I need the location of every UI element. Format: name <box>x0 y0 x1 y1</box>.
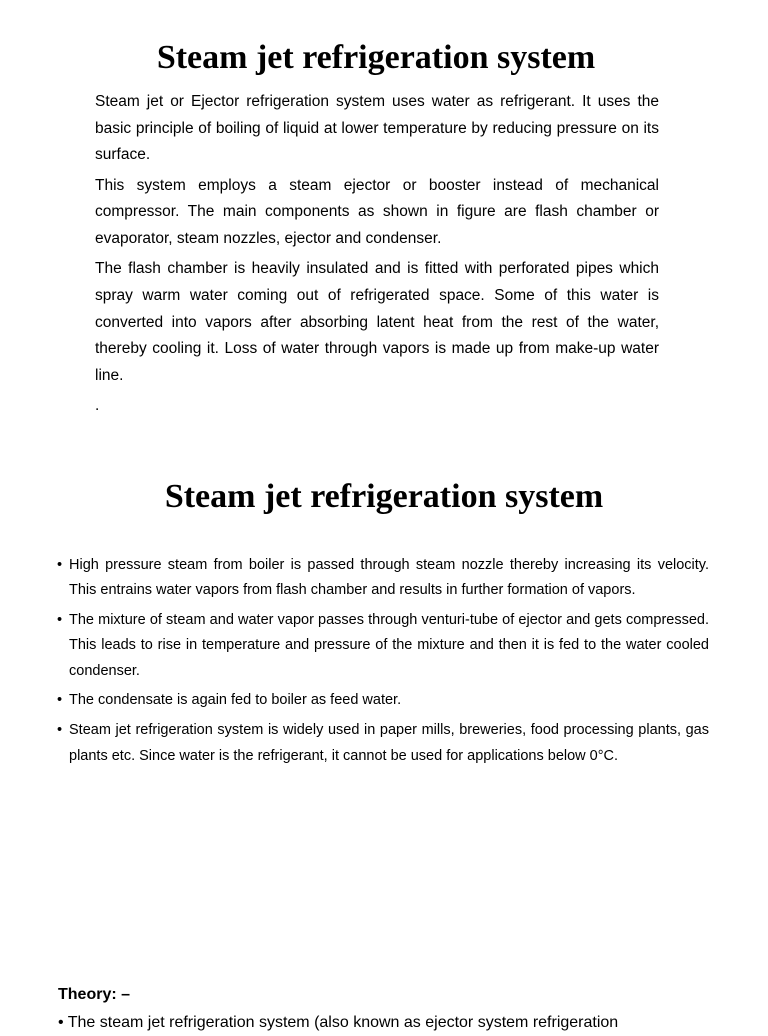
intro-section <box>95 89 659 423</box>
bullet-icon: • <box>57 722 63 739</box>
list-item <box>57 718 709 769</box>
list-item <box>57 608 709 684</box>
list-item-text: The mixture of steam and water vapor passes through venturi-tube of ejector and gets compressed. This leads to rise in temperature and pressure of the mixture and then it is fed to the water cooled condenser. <box>69 612 709 679</box>
paragraph: Steam jet or Ejector refrigeration system uses water as refrigerant. It uses the basic principle of boiling of liquid at lower temperature by reducing pressure on its surface. <box>95 93 659 164</box>
section-title: Steam jet refrigeration system <box>164 478 604 515</box>
bullet-icon: • <box>57 692 63 709</box>
paragraph: The flash chamber is heavily insulated and is fitted with perforated pipes which spray warm water coming out of refrigerated space. Some of this water is converted into vapors after absorbing latent heat from the rest of the water, thereby cooling it. Loss of water through vapors is made up from make-up water line. <box>95 260 659 385</box>
list-item <box>57 553 709 604</box>
paragraph: This system employs a steam ejector or booster instead of mechanical compressor. The main components as shown in figure are flash chamber or evaporator, steam nozzles, ejector and condenser. <box>95 176 659 248</box>
page-title: Steam jet refrigeration system <box>156 39 596 76</box>
list-item-text: The condensate is again fed to boiler as feed water. <box>69 692 402 709</box>
theory-text: • The steam jet refrigeration system (also known as ejector system refrigeration <box>58 1014 619 1031</box>
list-item-text: High pressure steam from boiler is passed through steam nozzle thereby increasing its velocity. This entrains water vapors from flash chamber and results in further formation of vapors. <box>69 557 709 599</box>
paragraph: . <box>95 397 100 415</box>
theory-heading: Theory: – <box>58 986 131 1003</box>
list-item-text: Steam jet refrigeration system is widely used in paper mills, breweries, food processing plants, gas plants etc. Since water is the refrigerant, it cannot be used for applications below 0°C. <box>69 722 709 764</box>
list-item <box>57 688 709 713</box>
bullet-icon: • <box>57 612 63 629</box>
bullet-icon: • <box>57 557 63 573</box>
bullet-list <box>57 553 709 773</box>
